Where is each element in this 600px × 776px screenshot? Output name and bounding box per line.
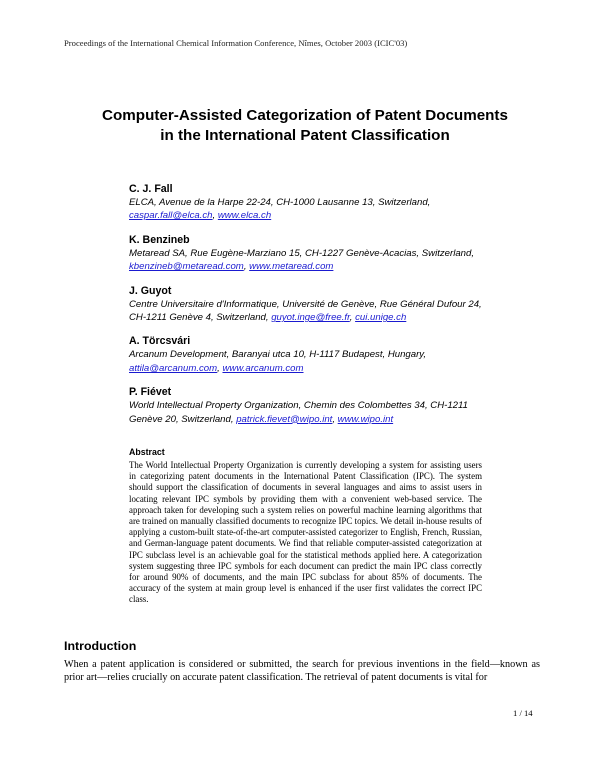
- author-website-link[interactable]: www.elca.ch: [217, 210, 272, 222]
- author-website-link[interactable]: www.metaread.com: [249, 261, 334, 273]
- author-name: P. Fiévet: [129, 386, 172, 399]
- author-affiliation: [129, 247, 489, 274]
- affiliation-text: Metaread SA, Rue Eugène-Marziano 15, CH-1227 Genève-Acacias, Switzerland,: [129, 247, 475, 259]
- author-name: J. Guyot: [129, 284, 172, 297]
- author-affiliation: [129, 196, 489, 223]
- author-email-link[interactable]: attila@arcanum.com: [129, 362, 218, 374]
- author-name: K. Benzineb: [129, 233, 190, 246]
- author-name: A. Törcsvári: [129, 335, 191, 348]
- abstract-body: The World Intellectual Property Organization is currently developing a system for assisting users in categorizing patent documents in the International Patent Classification (IPC). The system should support the classification of documents in several languages and aims to assist users in locating relevant IPC symbols by providing them with a convenient web-based service. The approach taken for developing such a system relies on powerful machine learning algorithms that are trained on manually classified documents to recognize IPC topics. We detail in-house results of applying a custom-built state-of-the-art computer-assisted categorizer to English, French, Russian, and German-language patent documents. We find that reliable computer-assisted categorization at IPC subclass level is an achievable goal for the statistical methods applied here. A categorization system suggesting three IPC symbols for each document can predict the main IPC class correctly for around 90% of documents, and the main IPC subclass for about 85% of documents. The accuracy of the system at main group level is enhanced if the user first validates the correct IPC class.: [129, 460, 482, 605]
- author-affiliation: [129, 298, 489, 325]
- author-block: [129, 233, 489, 274]
- link-separator: ,: [243, 261, 250, 273]
- author-email-link[interactable]: kbenzineb@metaread.com: [129, 261, 244, 273]
- author-list: [129, 182, 489, 436]
- affiliation-text: ELCA, Avenue de la Harpe 22-24, CH-1000 Lausanne 13, Switzerland,: [129, 197, 431, 208]
- affiliation-text: Arcanum Development, Baranyai utca 10, H-1117 Budapest, Hungary,: [129, 349, 427, 361]
- author-name: C. J. Fall: [129, 183, 173, 195]
- link-separator: ,: [217, 362, 223, 374]
- author-website-link[interactable]: www.wipo.int: [337, 413, 394, 425]
- author-website-link[interactable]: cui.unige.ch: [355, 312, 407, 324]
- affiliation-text: World Intellectual Property Organization, Chemin des Colombettes 34, CH-1211 Genève 20, Switzerland,: [129, 400, 468, 425]
- link-separator: ,: [212, 210, 218, 222]
- link-separator: ,: [349, 312, 356, 324]
- running-header: Proceedings of the International Chemical Information Conference, Nîmes, October 2003 (ICIC'03): [64, 38, 408, 48]
- author-block: [129, 182, 489, 223]
- introduction-body: When a patent application is considered or submitted, the search for previous inventions in the field—known as prior art—relies crucially on accurate patent classification. The retrieval of patent documents is vital for: [64, 659, 540, 684]
- author-website-link[interactable]: www.arcanum.com: [222, 362, 304, 374]
- author-block: [129, 385, 489, 426]
- author-block: [129, 334, 489, 375]
- author-affiliation: [129, 348, 489, 375]
- abstract-section: [129, 447, 482, 606]
- introduction-heading: Introduction: [64, 639, 137, 653]
- link-separator: ,: [332, 413, 338, 425]
- author-email-link[interactable]: caspar.fall@elca.ch: [129, 210, 213, 222]
- author-email-link[interactable]: guyot.inge@free.fr: [271, 312, 350, 324]
- author-block: [129, 284, 489, 325]
- paper-title: Computer-Assisted Categorization of Patent Documents in the International Patent Classification: [102, 107, 508, 144]
- affiliation-text: Centre Universitaire d'Informatique, Université de Genève, Rue Général Dufour 24, CH-1211 Genève 4, Switzerland,: [129, 298, 482, 324]
- abstract-heading: Abstract: [129, 447, 165, 457]
- author-email-link[interactable]: patrick.fievet@wipo.int: [236, 413, 333, 425]
- author-affiliation: [129, 399, 489, 426]
- page-number: 1 / 14: [513, 708, 533, 718]
